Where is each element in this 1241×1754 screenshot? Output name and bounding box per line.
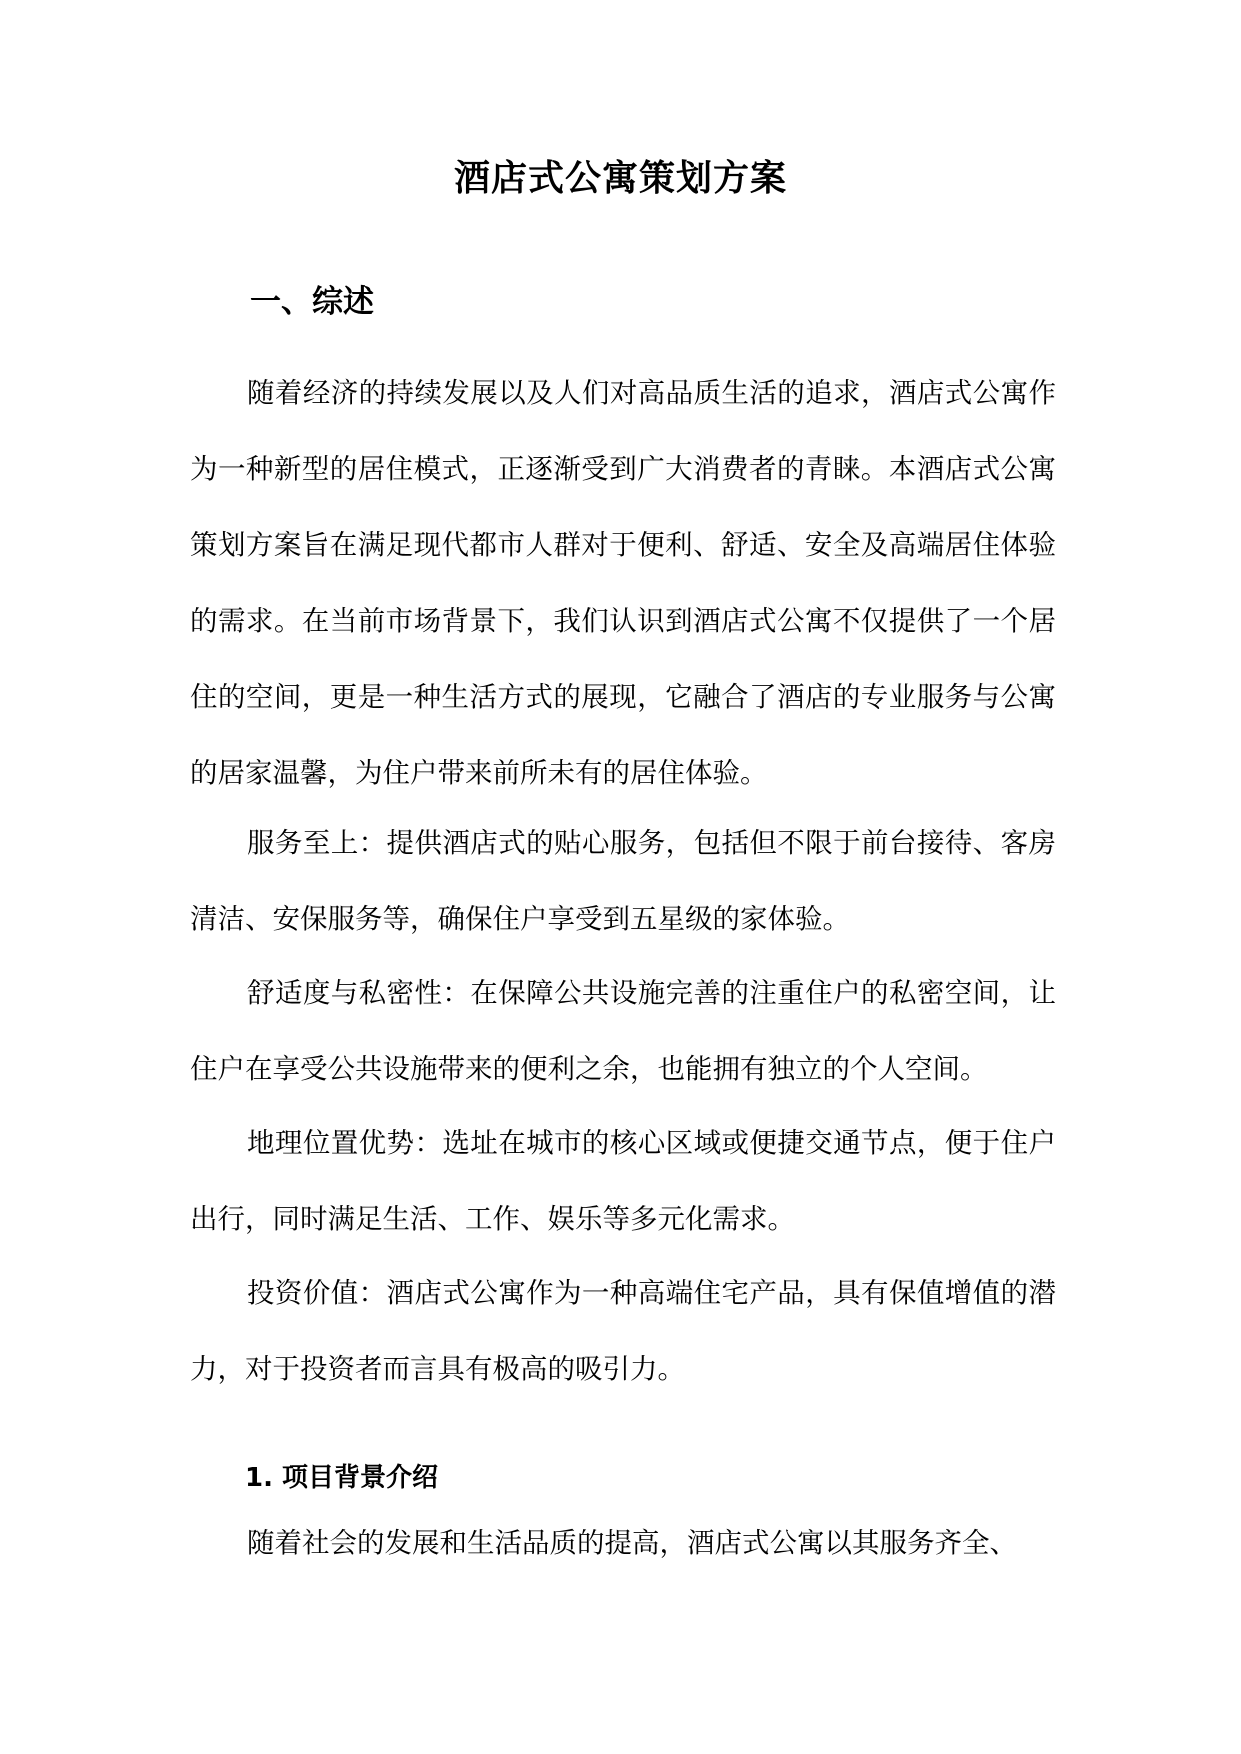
paragraph-comfort-privacy: 舒适度与私密性：在保障公共设施完善的注重住户的私密空间，让住户在享受公共设施带来的便利之余，也能拥有独立的个人空间。 <box>190 977 1056 1085</box>
paragraph-service: 服务至上：提供酒店式的贴心服务，包括但不限于前台接待、客房清洁、安保服务等，确保住户享受到五星级的家体验。 <box>190 827 1056 935</box>
paragraph-location: 地理位置优势：选址在城市的核心区域或便捷交通节点，便于住户出行，同时满足生活、工作、娱乐等多元化需求。 <box>190 1127 1056 1235</box>
document-title: 酒店式公寓策划方案 <box>453 157 787 199</box>
section-heading-overview: 一、综述 <box>250 284 374 320</box>
paragraph-investment: 投资价值：酒店式公寓作为一种高端住宅产品，具有保值增值的潜力，对于投资者而言具有极高的吸引力。 <box>190 1277 1056 1385</box>
paragraph-background: 随着社会的发展和生活品质的提高，酒店式公寓以其服务齐全、 <box>247 1527 1017 1559</box>
subsection-heading-background: 1. 项目背景介绍 <box>245 1463 439 1493</box>
paragraph-intro: 随着经济的持续发展以及人们对高品质生活的追求，酒店式公寓作为一种新型的居住模式，正逐渐受到广大消费者的青睐。本酒店式公寓策划方案旨在满足现代都市人群对于便利、舒适、安全及高端居住体验的需求。在当前市场背景下，我们认识到酒店式公寓不仅提供了一个居住的空间，更是一种生活方式的展现，它融合了酒店的专业服务与公寓的居家温馨，为住户带来前所未有的居住体验。 <box>190 377 1056 789</box>
